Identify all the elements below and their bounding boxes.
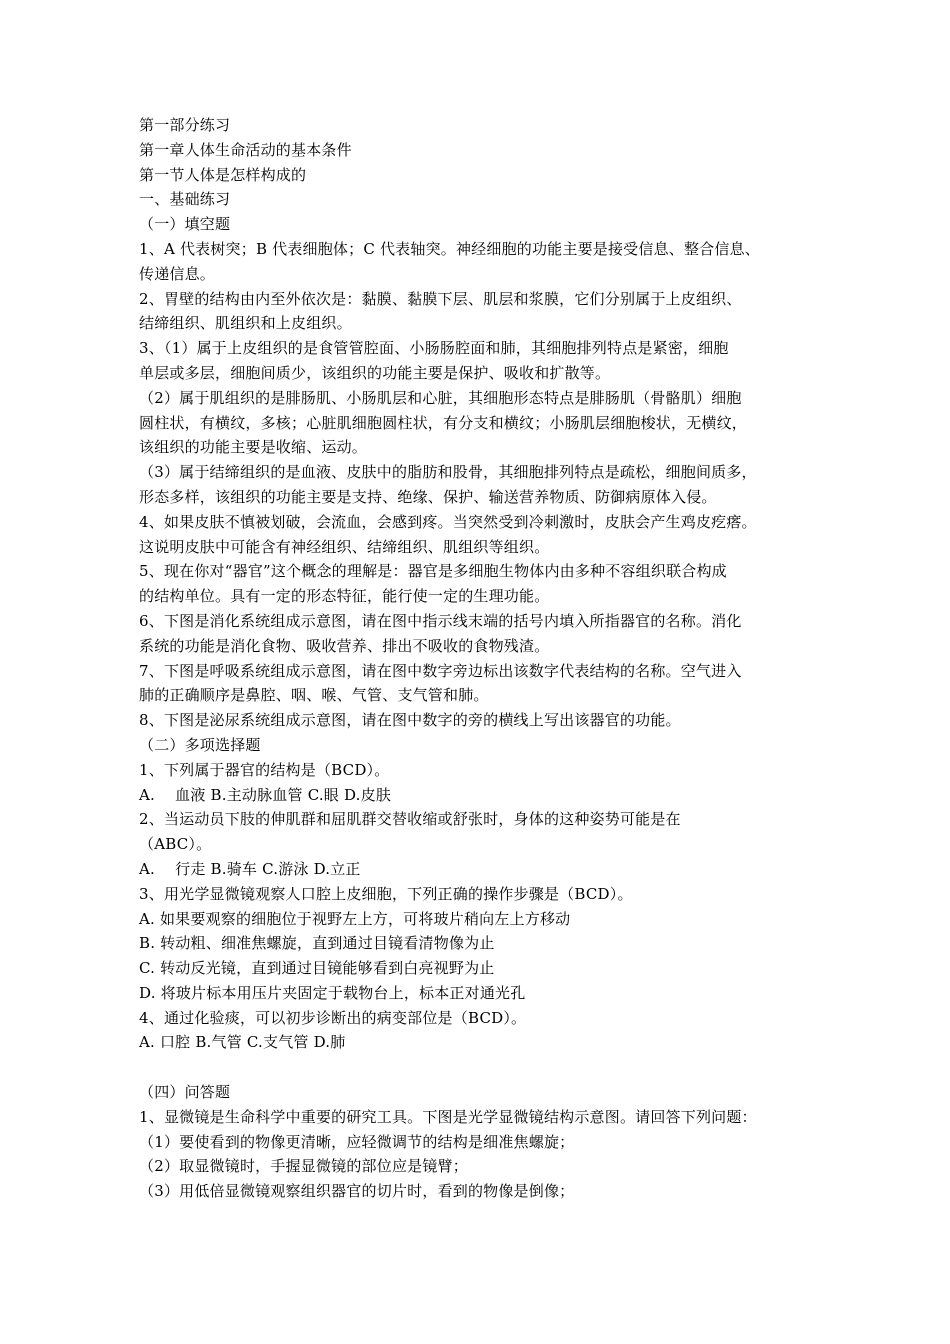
question-line: 1、下列属于器官的结构是（BCD）。 bbox=[139, 760, 390, 779]
options-line: A. 口腔 B.气管 C.支气管 D.肺 bbox=[139, 1033, 346, 1052]
exercise-heading: 一、基础练习 bbox=[139, 190, 231, 209]
section-heading: 第一节人体是怎样构成的 bbox=[139, 165, 307, 184]
text-line: 肺的正确顺序是鼻腔、咽、喉、气管、支气管和肺。 bbox=[139, 686, 489, 705]
part-heading: 第一部分练习 bbox=[139, 116, 231, 134]
qa-heading: （四）问答题 bbox=[139, 1083, 231, 1102]
option-line: D. 将玻片标本用压片夹固定于载物台上，标本正对通光孔 bbox=[139, 983, 526, 1002]
option-line: C. 转动反光镜，直到通过目镜能够看到白亮视野为止 bbox=[139, 959, 495, 978]
text-line: 这说明皮肤中可能含有神经组织、结缔组织、肌组织等组织。 bbox=[139, 537, 550, 556]
text-line: 6、下图是消化系统组成示意图，请在图中指示线末端的括号内填入所指器官的名称。消化 bbox=[139, 611, 742, 630]
fill-blank-heading: （一）填空题 bbox=[139, 215, 231, 234]
blank-line bbox=[139, 1055, 839, 1080]
text-line: 1、A 代表树突；B 代表细胞体；C 代表轴突。神经细胞的功能主要是接受信息、整合信息、 bbox=[139, 239, 760, 258]
text-line: 形态多样，该组织的功能主要是支持、绝缘、保护、输送营养物质、防御病原体入侵。 bbox=[139, 487, 717, 506]
text-line: 单层或多层，细胞间质少，该组织的功能主要是保护、吸收和扩散等。 bbox=[139, 363, 611, 382]
text-line: 该组织的功能主要是收缩、运动。 bbox=[139, 438, 368, 457]
text-line: 圆柱状，有横纹，多核；心脏肌细胞圆柱状，有分支和横纹；小肠肌层细胞梭状，无横纹， bbox=[139, 413, 748, 432]
text-line: 4、如果皮肤不慎被划破，会流血，会感到疼。当突然受到冷刺激时，皮肤会产生鸡皮疙瘩。 bbox=[139, 512, 757, 531]
question-line: 4、通过化验痰，可以初步诊断出的病变部位是（BCD）。 bbox=[139, 1008, 527, 1027]
options-line: A. 行走 B.骑车 C.游泳 D.立正 bbox=[139, 859, 361, 878]
text-line: 8、下图是泌尿系统组成示意图，请在图中数字的旁的横线上写出该器官的功能。 bbox=[139, 711, 681, 730]
chapter-heading: 第一章人体生命活动的基本条件 bbox=[139, 140, 352, 159]
question-line: （ABC）。 bbox=[139, 835, 212, 854]
question-line: 3、用光学显微镜观察人口腔上皮细胞，下列正确的操作步骤是（BCD）。 bbox=[139, 884, 633, 903]
text-line: （3）属于结缔组织的是血液、皮肤中的脂肪和股骨，其细胞排列特点是疏松，细胞间质多， bbox=[139, 463, 757, 482]
text-line: 的结构单位。具有一定的形态特征，能行使一定的生理功能。 bbox=[139, 587, 550, 606]
text-line: 2、胃壁的结构由内至外依次是：黏膜、黏膜下层、肌层和浆膜，它们分别属于上皮组织、 bbox=[139, 289, 742, 308]
option-line: A. 如果要观察的细胞位于视野左上方，可将玻片稍向左上方移动 bbox=[139, 909, 571, 928]
options-line: A. 血液 B.主动脉血管 C.眼 D.皮肤 bbox=[139, 785, 392, 804]
option-line: B. 转动粗、细准焦螺旋，直到通过目镜看清物像为止 bbox=[139, 934, 495, 953]
answer-line: （3）用低倍显微镜观察组织器官的切片时，看到的物像是倒像； bbox=[139, 1182, 575, 1201]
text-line: 3、（1）属于上皮组织的是食管管腔面、小肠肠腔面和肺，其细胞排列特点是紧密，细胞 bbox=[139, 339, 729, 358]
document-body bbox=[139, 113, 839, 1204]
question-line: 2、当运动员下肢的伸肌群和屈肌群交替收缩或舒张时，身体的这种姿势可能是在 bbox=[139, 810, 681, 829]
answer-line: （1）要使看到的物像更清晰，应轻微调节的结构是细准焦螺旋； bbox=[139, 1132, 575, 1151]
text-line: 5、现在你对“器官”这个概念的理解是：器官是多细胞生物体内由多种不容组织联合构成 bbox=[139, 562, 727, 581]
text-line: （2）属于肌组织的是腓肠肌、小肠肌层和心脏，其细胞形态特点是腓肠肌（骨骼肌）细胞 bbox=[139, 388, 742, 407]
text-line: 系统的功能是消化食物、吸收营养、排出不吸收的食物残渣。 bbox=[139, 636, 550, 655]
text-line: 7、下图是呼吸系统组成示意图，请在图中数字旁边标出该数字代表结构的名称。空气进入 bbox=[139, 661, 742, 680]
question-line: 1、显微镜是生命科学中重要的研究工具。下图是光学显微镜结构示意图。请回答下列问题： bbox=[139, 1107, 757, 1126]
text-line: 结缔组织、肌组织和上皮组织。 bbox=[139, 314, 352, 333]
multiple-choice-heading: （二）多项选择题 bbox=[139, 735, 261, 754]
text-line: 传递信息。 bbox=[139, 264, 216, 283]
answer-line: （2）取显微镜时，手握显微镜的部位应是镜臂； bbox=[139, 1157, 468, 1176]
